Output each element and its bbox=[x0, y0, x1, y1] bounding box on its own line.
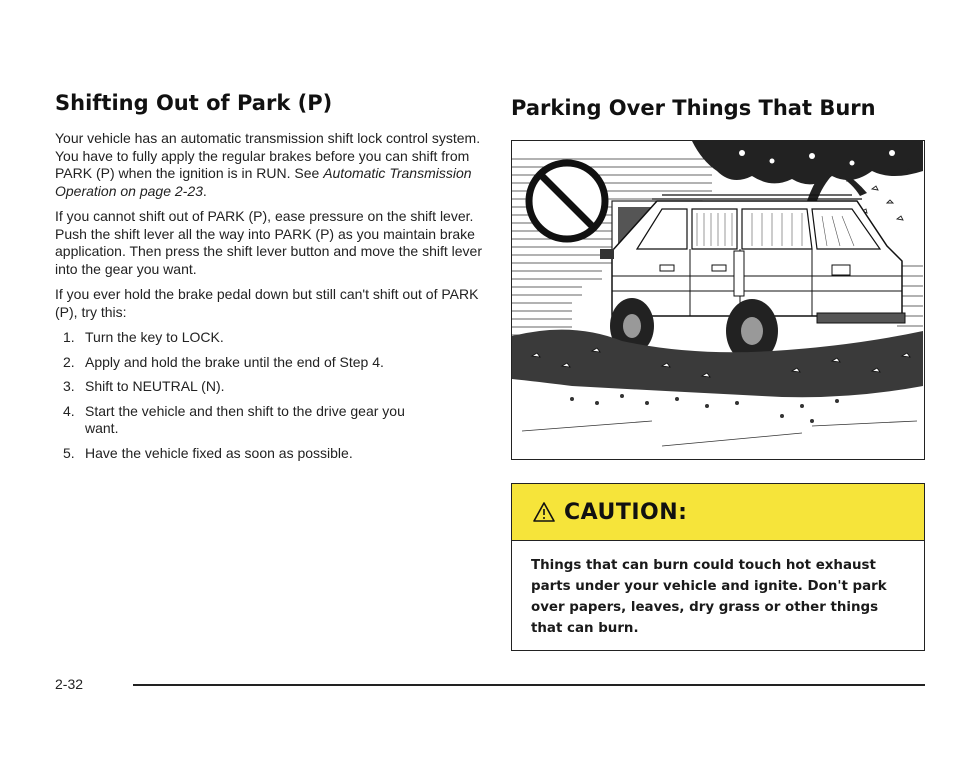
suv-parked-on-leaves-drawing bbox=[512, 141, 923, 458]
step-number: 4. bbox=[63, 402, 75, 419]
warning-triangle-icon bbox=[532, 501, 556, 523]
footer-divider bbox=[133, 684, 925, 686]
caution-header bbox=[512, 484, 924, 541]
step-text: Start the vehicle and then shift to the drive gear you want. bbox=[85, 402, 405, 436]
left-column bbox=[55, 90, 485, 469]
list-item bbox=[55, 378, 485, 396]
list-item bbox=[55, 354, 485, 372]
paragraph-brake-pedal: If you ever hold the brake pedal down but still can't shift out of PARK (P), try this: bbox=[55, 286, 479, 320]
step-text: Have the vehicle fixed as soon as possible. bbox=[85, 444, 353, 461]
step-number: 2. bbox=[63, 353, 75, 370]
list-item bbox=[55, 329, 485, 347]
cross-reference-link: Automatic Transmission Operation on page 2-23 bbox=[55, 165, 472, 199]
step-text: Apply and hold the brake until the end of Step 4. bbox=[85, 353, 384, 370]
step-text: Shift to NEUTRAL (N). bbox=[85, 378, 225, 394]
vehicle-over-leaves-illustration bbox=[511, 140, 925, 460]
paragraph-shift-lock-end: . bbox=[202, 182, 207, 199]
caution-title: CAUTION: bbox=[564, 499, 688, 525]
step-number: 1. bbox=[63, 329, 75, 345]
list-item bbox=[55, 445, 485, 463]
section-heading-shifting: Shifting Out of Park (P) bbox=[55, 91, 333, 115]
caution-text: Things that can burn could touch hot exhaust parts under your vehicle and ignite. Don't park over papers, leaves, dry grass or other things that can burn. bbox=[531, 558, 887, 636]
caution-box bbox=[511, 483, 925, 651]
section-heading-parking: Parking Over Things That Burn bbox=[511, 96, 876, 120]
list-item bbox=[55, 403, 485, 438]
page-number: 2-32 bbox=[55, 676, 84, 692]
paragraph-shift-lock-text: Your vehicle has an automatic transmission shift lock control system. You have to fully apply the regular brakes before you can shift from PARK (P) when the ignition is in RUN. See bbox=[55, 130, 481, 181]
paragraph-shift-lock bbox=[55, 130, 485, 200]
step-number: 3. bbox=[63, 378, 75, 394]
steps-list bbox=[55, 329, 485, 462]
step-number: 5. bbox=[63, 444, 75, 461]
step-text: Turn the key to LOCK. bbox=[85, 329, 224, 345]
right-column bbox=[511, 95, 925, 651]
paragraph-cannot-shift: If you cannot shift out of PARK (P), ease pressure on the shift lever. Push the shift lever all the way into PARK (P) as you maintain brake application. Then press the shift lever button and move the shift lever into the gear you want. bbox=[55, 208, 482, 277]
